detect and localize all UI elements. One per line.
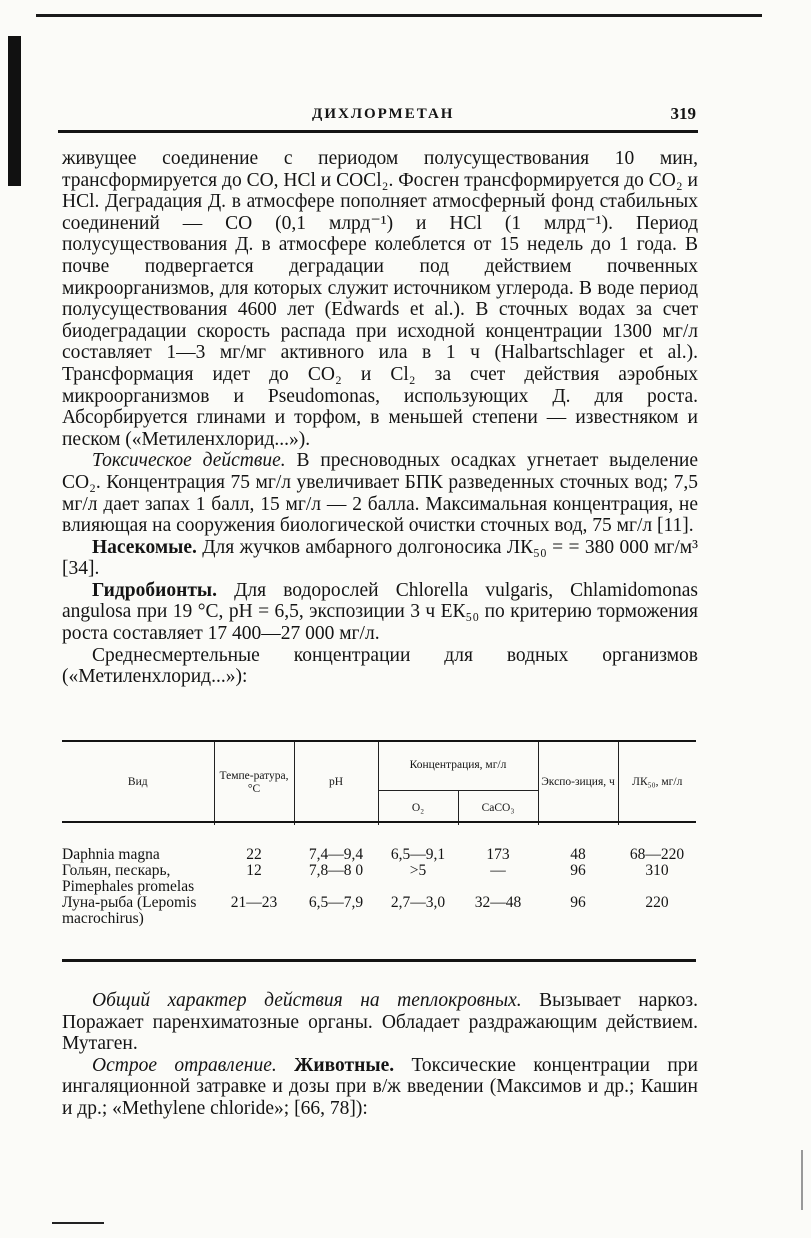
lc50-table-grid xyxy=(62,740,696,945)
cell-exposure: 96 xyxy=(570,862,586,879)
header-concentration: Концентрация, мг/л xyxy=(378,740,538,791)
cell-o2: 2,7—3,0 xyxy=(390,894,446,911)
general-action-text: Вызывает наркоз. Поражает паренхиматозные органы. Обладает раздражающим действием. Мутаген. xyxy=(62,990,698,1055)
paragraph-hydrobionts xyxy=(62,580,698,645)
header-temperature: Темпе-ратура, °С xyxy=(214,740,294,825)
paragraph-general-action xyxy=(62,990,698,1055)
scan-edge-bottom xyxy=(52,1222,104,1224)
cell-caco3: 32—48 xyxy=(474,894,522,911)
cell-temperature: 22 xyxy=(246,846,262,863)
acute-poisoning-heading: Острое отравление. xyxy=(92,1054,277,1076)
animals-heading: Животные. xyxy=(276,1054,395,1076)
paragraph-degradation: живущее соединение с периодом полусуществования 10 мин, трансформируется до CO, HCl и COCl₂. Фосген трансформируется до CO₂ и HCl. Деградация Д. в атмосфере пополняет атмосферный фонд стабильных соединений — CO (0,1 млрд⁻¹) и HCl (1 млрд⁻¹). Период полусуществования Д. в атмосфере колеблется от 15 недель до 1 года. В почве подвергается деградации под действием почвенных микроорганизмов, для которых служит источником углерода. В воде период полусуществования 4600 лет (Edwards et al.). В сточных водах за счет биодеградации скорость распада при исходной концентрации 1300 мг/л составляет 1—3 мг/мг активного ила в 1 ч (Halbartschlager et al.). Трансформация идет до CO₂ и Cl₂ за счет действия аэробных микроорганизмов и Pseudomonas, использующих Д. для роста. Абсорбируется глинами и торфом, в меньшей степени — известняком и песком («Метиленхлорид...»). xyxy=(62,148,698,450)
cell-lc50: 220 xyxy=(645,894,669,911)
cell-species: Луна-рыба (Lepomis macrochirus) xyxy=(62,894,197,927)
header-species: Вид xyxy=(62,740,214,825)
toxic-action-text: В пресноводных осадках угнетает выделение CO₂. Концентрация 75 мг/л увеличивает БПК разведенных сточных вод; 7,5 мг/л дает запах 1 балл, 15 мг/л — 2 балла. Максимальная концентрация, не влияющая на сооружения биологической очистки сточных вод, 75 мг/л [11]. xyxy=(62,450,698,537)
insects-text: Для жучков амбарного долгоносика ЛК₅₀ = = 380 000 мг/м³ [34]. xyxy=(62,536,698,580)
hydrobionts-text: Для водорослей Chlorella vulgaris, Chlamidomonas angulosa при 19 °C, pH = 6,5, экспозиции 3 ч ЕК₅₀ по критерию торможения роста составляет 17 400—27 000 мг/л. xyxy=(62,579,698,645)
table-row xyxy=(62,863,696,895)
running-head-title: ДИХЛОРМЕТАН xyxy=(312,106,455,122)
hydrobionts-heading: Гидробионты. xyxy=(92,579,218,601)
insects-heading: Насекомые. xyxy=(92,536,197,558)
header-caco3: CaCO₃ xyxy=(458,791,538,826)
cell-lc50: 310 xyxy=(645,862,669,879)
paragraph-acute-poisoning xyxy=(62,1055,698,1120)
cell-ph: 7,8—8 0 xyxy=(308,862,364,879)
cell-caco3: — xyxy=(490,862,506,879)
body-text-top xyxy=(62,148,698,688)
running-head xyxy=(64,106,698,130)
cell-ph: 6,5—7,9 xyxy=(308,894,364,911)
acute-poisoning-text: Токсические концентрации при ингаляционной затравке и дозы при в/ж введении (Максимов и др.; Кашин и др.; «Methylene chloride»; [66, 78]): xyxy=(62,1054,698,1119)
cell-exposure: 48 xyxy=(570,846,586,863)
table-bottom-rule xyxy=(62,959,696,962)
header-lc50: ЛК₅₀, мг/л xyxy=(632,776,683,788)
cell-species: Гольян, пескарь, Pimephales promelas xyxy=(62,862,195,895)
body-text-bottom xyxy=(62,990,698,1120)
paragraph-insects xyxy=(62,537,698,580)
cell-o2: 6,5—9,1 xyxy=(390,846,446,863)
paragraph-toxic-action xyxy=(62,450,698,536)
table-header-rule xyxy=(62,821,696,823)
cell-temperature: 12 xyxy=(246,862,262,879)
cell-species: Daphnia magna xyxy=(62,846,160,863)
cell-caco3: 173 xyxy=(486,846,510,863)
scan-edge-top xyxy=(36,14,762,17)
page-number: 319 xyxy=(670,104,696,123)
cell-o2: >5 xyxy=(409,862,427,879)
table-top-rule xyxy=(62,740,696,742)
table-row xyxy=(62,825,696,863)
table-row xyxy=(62,895,696,945)
header-o2: O₂ xyxy=(378,791,458,826)
header-exposure: Экспо-зиция, ч xyxy=(538,740,618,825)
lc50-table xyxy=(62,740,696,945)
paragraph-lc50-intro: Среднесмертельные концентрации для водных организмов («Метиленхлорид...»): xyxy=(62,644,698,688)
header-ph: pH xyxy=(294,740,378,825)
cell-exposure: 96 xyxy=(570,894,586,911)
header-rule xyxy=(58,130,698,133)
cell-temperature: 21—23 xyxy=(230,894,278,911)
scan-edge-left xyxy=(8,36,21,186)
general-action-heading: Общий характер действия на теплокровных. xyxy=(92,990,522,1011)
toxic-action-heading: Токсическое действие. xyxy=(92,450,286,472)
scan-edge-right xyxy=(801,1150,803,1210)
cell-lc50: 68—220 xyxy=(629,846,685,863)
cell-ph: 7,4—9,4 xyxy=(308,846,364,863)
